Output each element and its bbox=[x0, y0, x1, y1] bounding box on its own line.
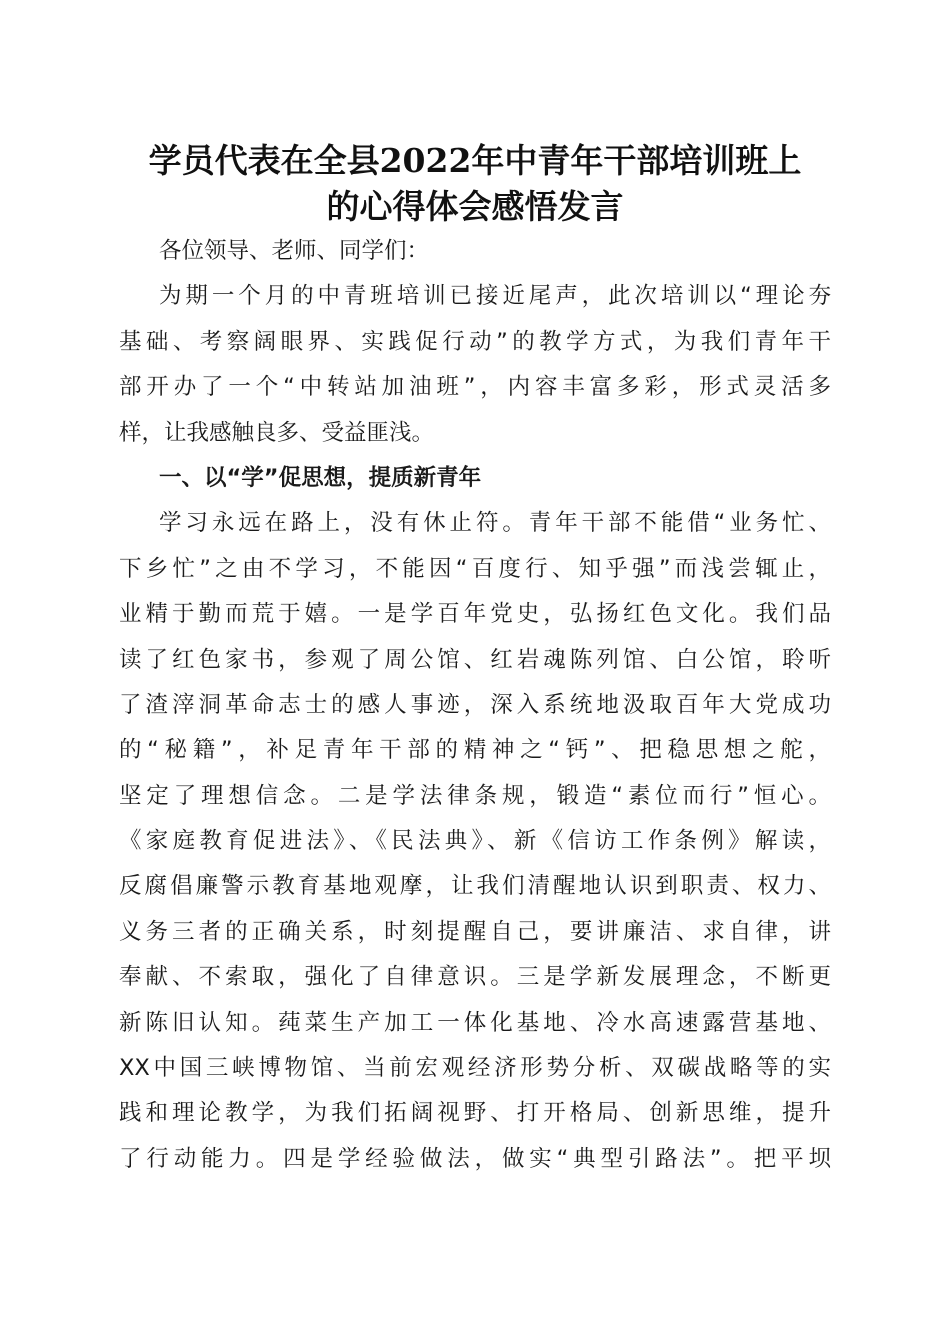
paragraph-line: 下乡忙”之由不学习，不能因“百度行、知乎强”而浅尝辄止， bbox=[119, 555, 831, 582]
paragraph-line: 为期一个月的中青班培训已接近尾声，此次培训以“理论夯 bbox=[159, 283, 831, 310]
paragraph-line: 了渣滓洞革命志士的感人事迹，深入系统地汲取百年大党成功 bbox=[119, 691, 831, 718]
greeting: 各位领导、老师、同学们： bbox=[159, 238, 430, 264]
paragraph-line: XX中国三峡博物馆、当前宏观经济形势分析、双碳战略等的实 bbox=[119, 1055, 831, 1082]
paragraph-line: 业精于勤而荒于嬉。一是学百年党史，弘扬红色文化。我们品 bbox=[119, 601, 831, 628]
paragraph-line: 反腐倡廉警示教育基地观摩，让我们清醒地认识到职责、权力、 bbox=[119, 873, 831, 900]
paragraph-line: 的“秘籍”，补足青年干部的精神之“钙”、把稳思想之舵， bbox=[119, 737, 831, 764]
paragraph-line: 践和理论教学，为我们拓阔视野、打开格局、创新思维，提升 bbox=[119, 1100, 831, 1127]
paragraph-line: 读了红色家书，参观了周公馆、红岩魂陈列馆、白公馆，聆听 bbox=[119, 646, 831, 673]
paragraph-line: 样，让我感触良多、受益匪浅。 bbox=[119, 419, 435, 446]
paragraph-line: 坚定了理想信念。二是学法律条规，锻造“素位而行”恒心。 bbox=[119, 782, 831, 809]
section-heading: 一、以“学”促思想，提质新青年 bbox=[159, 464, 482, 491]
paragraph-line: 奉献、不索取，强化了自律意识。三是学新发展理念，不断更 bbox=[119, 964, 831, 991]
paragraph-line: 基础、考察阔眼界、实践促行动”的教学方式，为我们青年干 bbox=[119, 328, 831, 355]
document-title-line-1: 学员代表在全县2022年中青年干部培训班上 bbox=[148, 141, 802, 180]
document-title-line-2: 的心得体会感悟发言 bbox=[326, 187, 624, 226]
paragraph-line: 了行动能力。四是学经验做法，做实“典型引路法”。把平坝 bbox=[119, 1145, 831, 1172]
paragraph-line: 《家庭教育促进法》、《民法典》、新《信访工作条例》解读， bbox=[119, 828, 831, 855]
paragraph-line: 学习永远在路上，没有休止符。青年干部不能借“业务忙、 bbox=[159, 510, 831, 537]
paragraph-line: 新陈旧认知。莼菜生产加工一体化基地、冷水高速露营基地、 bbox=[119, 1009, 831, 1036]
paragraph-line: 义务三者的正确关系，时刻提醒自己，要讲廉洁、求自律，讲 bbox=[119, 918, 831, 945]
paragraph-line: 部开办了一个“中转站加油班”，内容丰富多彩，形式灵活多 bbox=[119, 374, 831, 401]
document-body bbox=[119, 229, 831, 1182]
